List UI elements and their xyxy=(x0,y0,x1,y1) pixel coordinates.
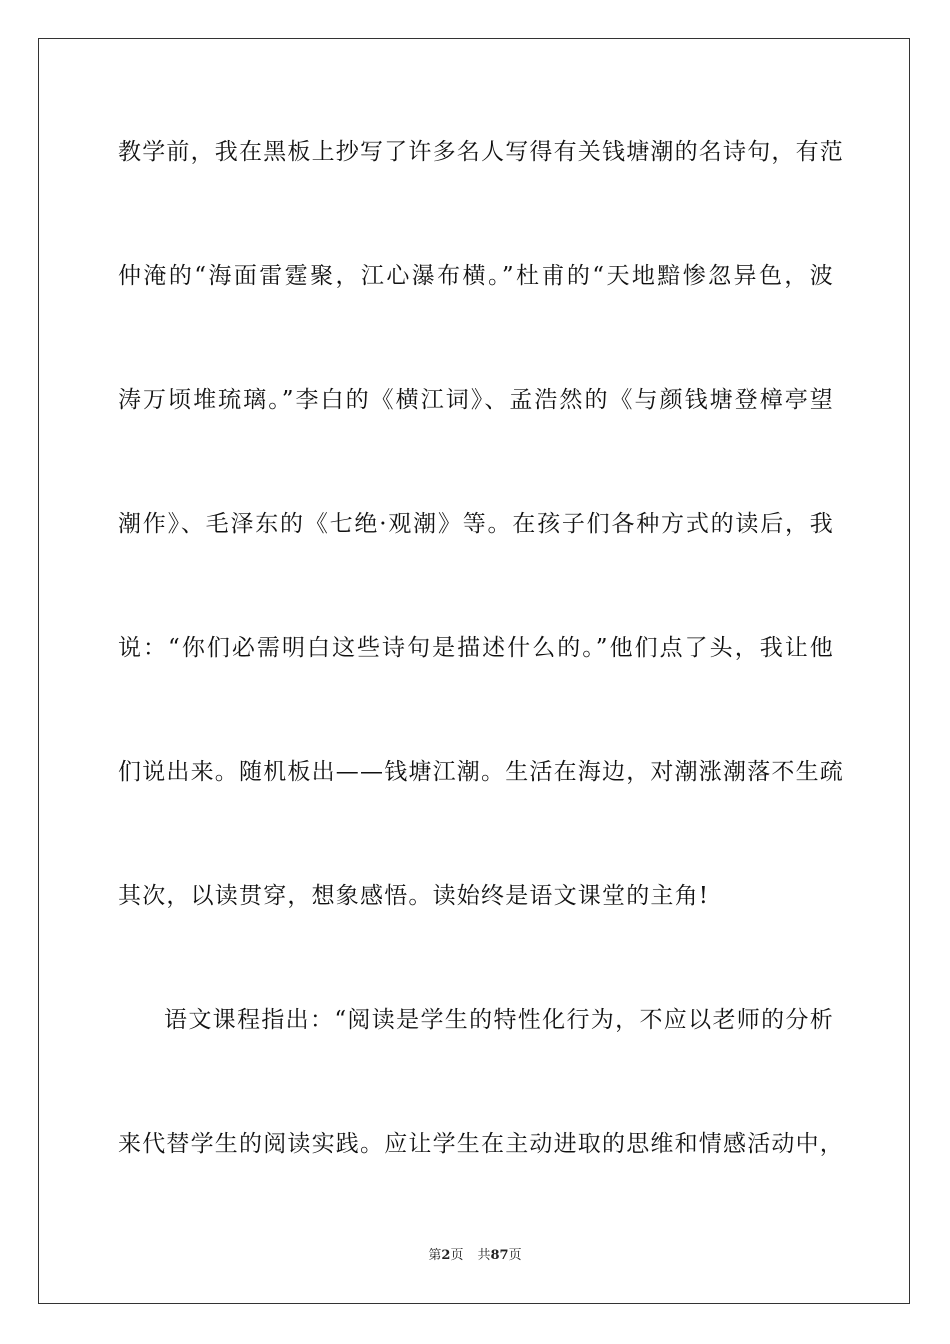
text-line-3: 涛万顷堆琉璃。”李白的《横江词》、孟浩然的《与颜钱塘登樟亭望 xyxy=(118,387,834,413)
text-line-7: 其次，以读贯穿，想象感悟。读始终是语文课堂的主角! xyxy=(118,883,710,909)
text-line-8: 语文课程指出：“阅读是学生的特性化行为，不应以老师的分析 xyxy=(164,1007,834,1033)
page-footer xyxy=(0,1247,950,1265)
total-suffix: 页 xyxy=(508,1248,522,1263)
text-line-1: 教学前，我在黑板上抄写了许多名人写得有关钱塘潮的名诗句，有范 xyxy=(118,139,844,165)
text-line-6: 们说出来。随机板出——钱塘江潮。生活在海边，对潮涨潮落不生疏 xyxy=(118,759,844,785)
text-line-2: 仲淹的“海面雷霆聚，江心瀑布横。”杜甫的“天地黯惨忽异色，波 xyxy=(118,263,834,289)
page-frame xyxy=(38,38,910,1304)
page-prefix: 第 xyxy=(428,1248,442,1263)
text-line-9: 来代替学生的阅读实践。应让学生在主动进取的思维和情感活动中， xyxy=(118,1131,844,1157)
page-number: 2 xyxy=(441,1248,451,1263)
total-prefix: 共 xyxy=(477,1248,491,1263)
total-pages: 87 xyxy=(490,1248,509,1263)
page-suffix: 页 xyxy=(450,1248,464,1263)
text-line-5: 说：“你们必需明白这些诗句是描述什么的。”他们点了头，我让他 xyxy=(118,635,834,661)
text-line-4: 潮作》、毛泽东的《七绝·观潮》等。在孩子们各种方式的读后，我 xyxy=(118,511,834,537)
